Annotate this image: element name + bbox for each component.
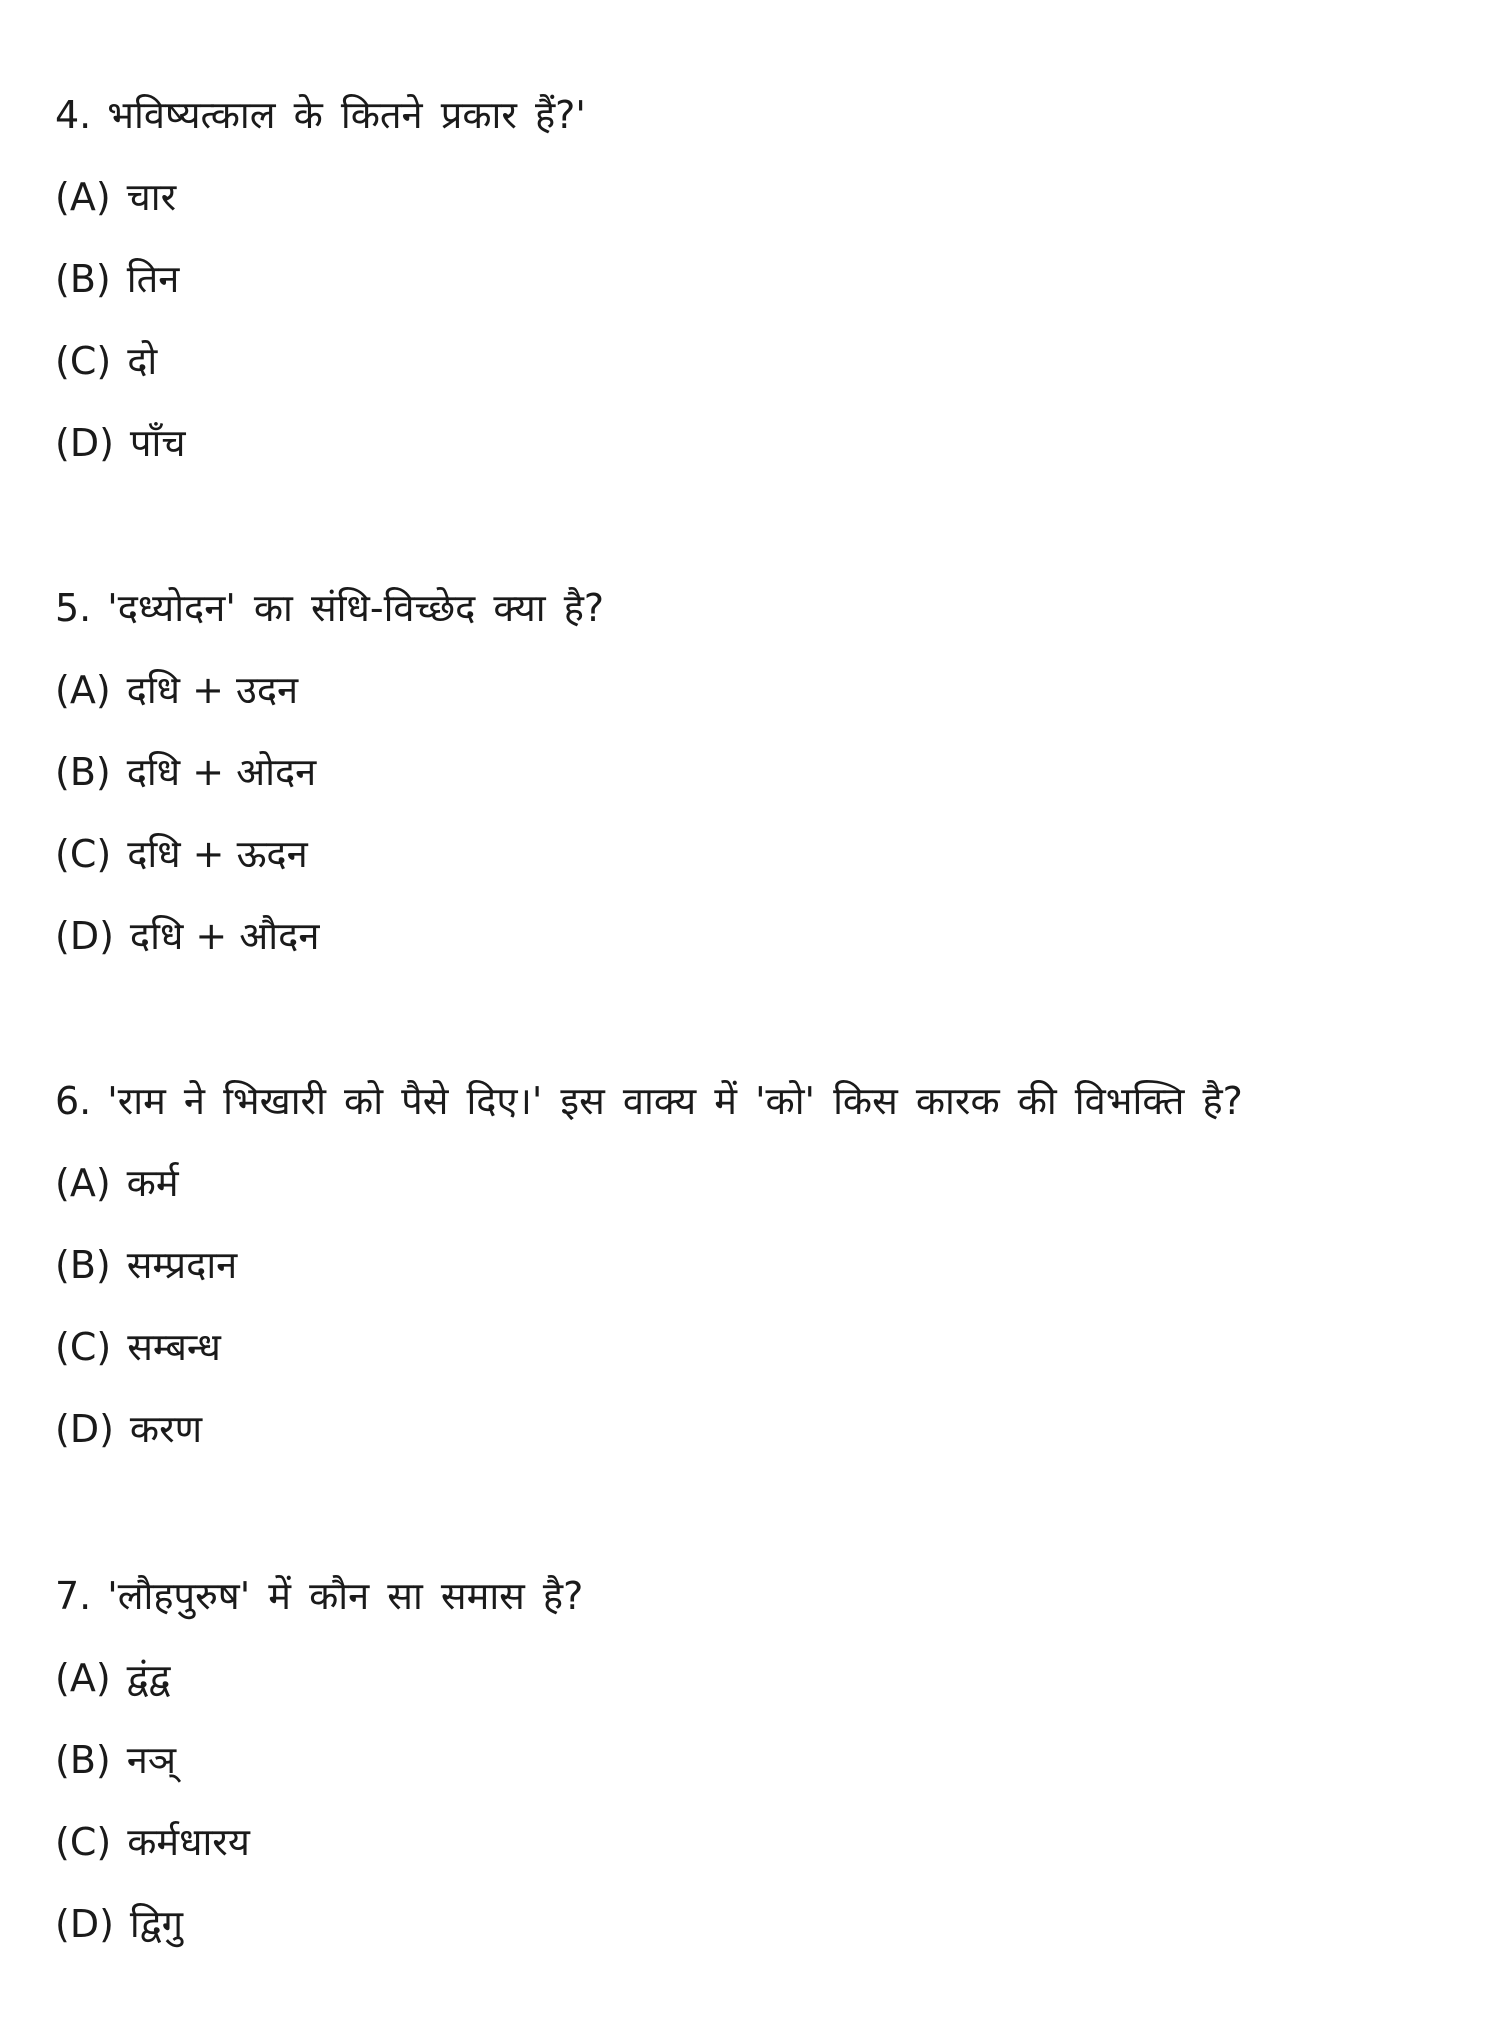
option-c bbox=[55, 813, 1485, 895]
option-label: (A) bbox=[55, 1656, 111, 1700]
option-label: (A) bbox=[55, 1161, 111, 1205]
option-text: सम्प्रदान bbox=[126, 1243, 238, 1287]
question-text: 'राम ने भिखारी को पैसे दिए।' इस वाक्य में 'को' किस कारक की विभक्ति है? bbox=[107, 1079, 1243, 1123]
option-text: नञ् bbox=[126, 1738, 177, 1782]
option-d bbox=[55, 1883, 1485, 1965]
question-stem bbox=[55, 1555, 1485, 1637]
option-label: (C) bbox=[55, 832, 112, 876]
option-label: (D) bbox=[55, 1902, 114, 1946]
question-stem bbox=[55, 567, 1485, 649]
question-number: 6. bbox=[55, 1079, 92, 1123]
option-label: (B) bbox=[55, 257, 111, 301]
option-b bbox=[55, 1224, 1485, 1306]
option-text: कर्म bbox=[126, 1161, 179, 1205]
option-b bbox=[55, 1719, 1485, 1801]
option-label: (C) bbox=[55, 339, 112, 383]
option-label: (D) bbox=[55, 914, 114, 958]
option-label: (C) bbox=[55, 1325, 112, 1369]
question-stem bbox=[55, 74, 1485, 156]
option-text: दधि + ऊदन bbox=[127, 832, 308, 876]
question-text: 'दध्योदन' का संधि-विच्छेद क्या है? bbox=[107, 586, 605, 630]
option-text: दधि + औदन bbox=[129, 914, 320, 958]
option-label: (A) bbox=[55, 175, 111, 219]
option-b bbox=[55, 238, 1485, 320]
option-text: सम्बन्ध bbox=[127, 1325, 221, 1369]
question-text: 'लौहपुरुष' में कौन सा समास है? bbox=[107, 1574, 584, 1618]
option-a bbox=[55, 649, 1485, 731]
option-d bbox=[55, 895, 1485, 977]
option-text: चार bbox=[126, 175, 177, 219]
option-d bbox=[55, 1388, 1485, 1470]
option-text: कर्मधारय bbox=[127, 1820, 250, 1864]
question-4 bbox=[55, 74, 1485, 484]
option-a bbox=[55, 156, 1485, 238]
question-7 bbox=[55, 1555, 1485, 1965]
option-d bbox=[55, 402, 1485, 484]
question-number: 4. bbox=[55, 93, 92, 137]
option-c bbox=[55, 320, 1485, 402]
option-label: (D) bbox=[55, 421, 114, 465]
option-text: तिन bbox=[126, 257, 180, 301]
option-a bbox=[55, 1637, 1485, 1719]
option-label: (D) bbox=[55, 1407, 114, 1451]
question-stem bbox=[55, 1060, 1485, 1142]
option-text: पाँच bbox=[129, 421, 186, 465]
option-c bbox=[55, 1306, 1485, 1388]
option-label: (B) bbox=[55, 750, 111, 794]
option-b bbox=[55, 731, 1485, 813]
option-text: दधि + उदन bbox=[126, 668, 299, 712]
option-text: दधि + ओदन bbox=[126, 750, 317, 794]
option-c bbox=[55, 1801, 1485, 1883]
option-text: करण bbox=[129, 1407, 203, 1451]
question-5 bbox=[55, 567, 1485, 977]
option-text: द्वंद्व bbox=[126, 1656, 171, 1700]
option-label: (B) bbox=[55, 1738, 111, 1782]
question-number: 7. bbox=[55, 1574, 92, 1618]
option-a bbox=[55, 1142, 1485, 1224]
option-label: (B) bbox=[55, 1243, 111, 1287]
option-label: (A) bbox=[55, 668, 111, 712]
option-text: दो bbox=[127, 339, 158, 383]
option-label: (C) bbox=[55, 1820, 112, 1864]
question-text: भविष्यत्काल के कितने प्रकार हैं?' bbox=[107, 93, 586, 137]
option-text: द्विगु bbox=[129, 1902, 184, 1946]
question-6 bbox=[55, 1060, 1485, 1470]
question-number: 5. bbox=[55, 586, 92, 630]
